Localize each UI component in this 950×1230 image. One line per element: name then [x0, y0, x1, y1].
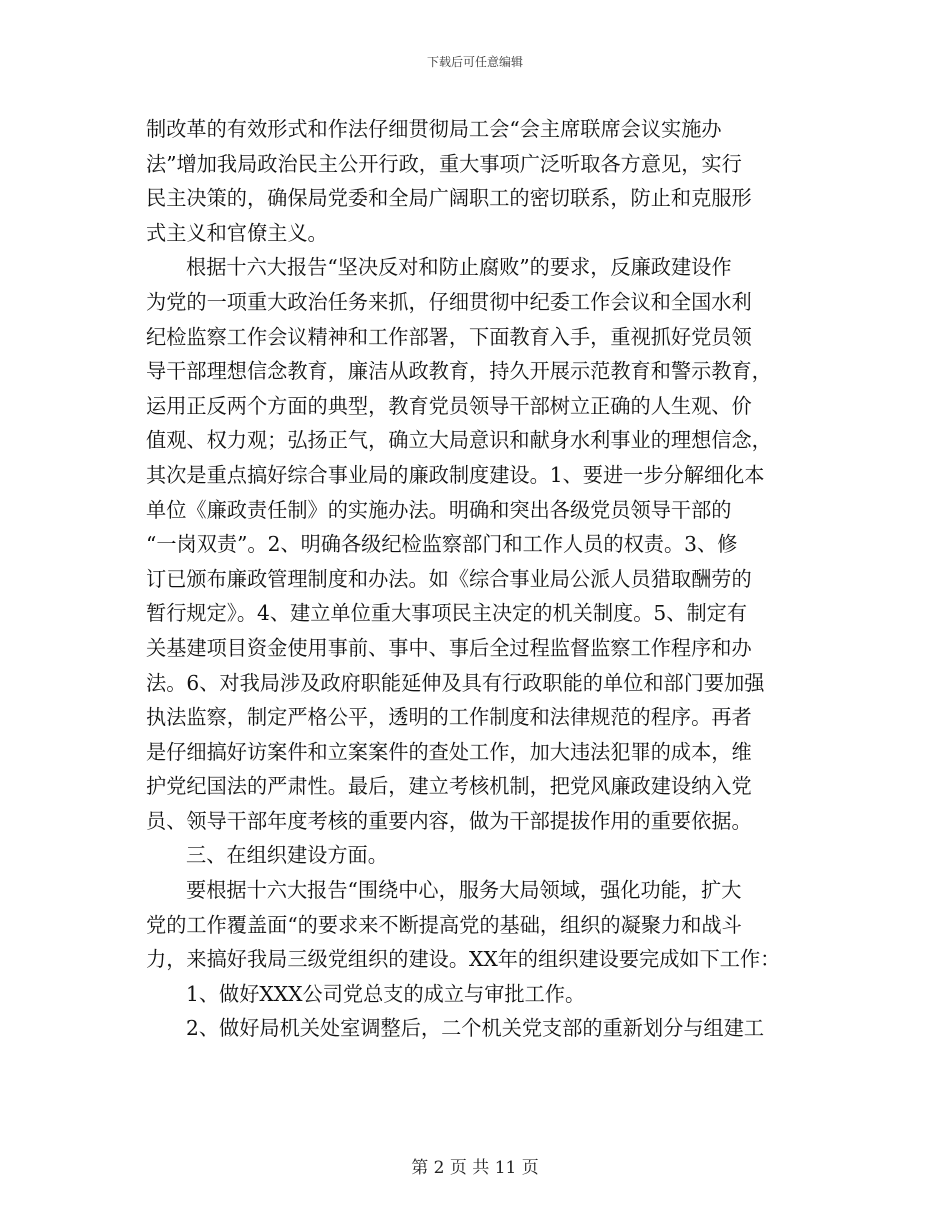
text-line: 为党的一项重大政治任务来抓，仔细贯彻中纪委工作会议和全国水利 — [146, 289, 752, 314]
text-line: 是仔细搞好访案件和立案案件的查处工作，加大违法犯罪的成本，维 — [146, 739, 752, 764]
text-line: 党的工作覆盖面“的要求来不断提高党的基础，组织的凝聚力和战斗 — [146, 912, 742, 937]
text-line: 暂行规定》。4、建立单位重大事项民主决定的机关制度。5、制定有 — [146, 601, 748, 626]
text-line: 运用正反两个方面的典型，教育党员领导干部树立正确的人生观、价 — [146, 393, 752, 418]
text-line: 护党纪国法的严肃性。最后，建立考核机制，把党风廉政建设纳入党 — [146, 774, 752, 799]
text-line: 导干部理想信念教育，廉洁从政教育，持久开展示范教育和警示教育， — [146, 359, 772, 384]
text-line: 员、领导干部年度考核的重要内容，做为干部提拔作用的重要依据。 — [146, 808, 752, 833]
text-line: 民主决策的，确保局党委和全局广阔职工的密切联系，防止和克服形 — [146, 186, 752, 211]
list-item: 1、做好XXX公司党总支的成立与审批工作。 — [186, 981, 586, 1006]
text-line: 值观、权力观；弘扬正气，确立大局意识和献身水利事业的理想信念， — [146, 428, 772, 453]
text-line: 单位《廉政责任制》的实施办法。明确和突出各级党员领导干部的 — [146, 497, 732, 522]
text-line: 法。6、对我局涉及政府职能延伸及具有行政职能的单位和部门要加强 — [146, 670, 765, 695]
text-line: 式主义和官僚主义。 — [146, 220, 328, 245]
text-line: 其次是重点搞好综合事业局的廉政制度建设。1、要进一步分解细化本 — [146, 462, 765, 487]
text-line: 力，来搞好我局三级党组织的建设。XX年的组织建设要完成如下工作： — [146, 947, 781, 972]
list-item: 2、做好局机关处室调整后，二个机关党支部的重新划分与组建工 — [186, 1016, 765, 1041]
text-line: “一岗双责”。2、明确各级纪检监察部门和工作人员的权责。3、修 — [146, 532, 738, 557]
section-heading: 三、在组织建设方面。 — [186, 843, 388, 868]
text-line: 纪检监察工作会议精神和工作部署，下面教育入手，重视抓好党员领 — [146, 324, 752, 349]
page-header: 下载后可任意编辑 — [426, 55, 523, 69]
text-line: 订已颁布廉政管理制度和办法。如《综合事业局公派人员猎取酬劳的 — [146, 566, 752, 591]
paragraph-first-line: 根据十六大报告“坚决反对和防止腐败”的要求，反廉政建设作 — [186, 255, 732, 280]
text-line: 制改革的有效形式和作法仔细贯彻局工会“会主席联席会议实施办 — [146, 117, 722, 141]
paragraph-first-line: 要根据十六大报告“围绕中心，服务大局领域，强化功能，扩大 — [186, 878, 742, 903]
text-line: 法”增加我局政治民主公开行政，重大事项广泛听取各方意见，实行 — [146, 151, 742, 176]
page-number: 第 2 页 共 11 页 — [411, 1158, 539, 1178]
text-line: 关基建项目资金使用事前、事中、事后全过程监督监察工作程序和办 — [146, 635, 752, 660]
text-line: 执法监察，制定严格公平，透明的工作制度和法律规范的程序。再者 — [146, 705, 752, 730]
document-body — [146, 112, 814, 1046]
